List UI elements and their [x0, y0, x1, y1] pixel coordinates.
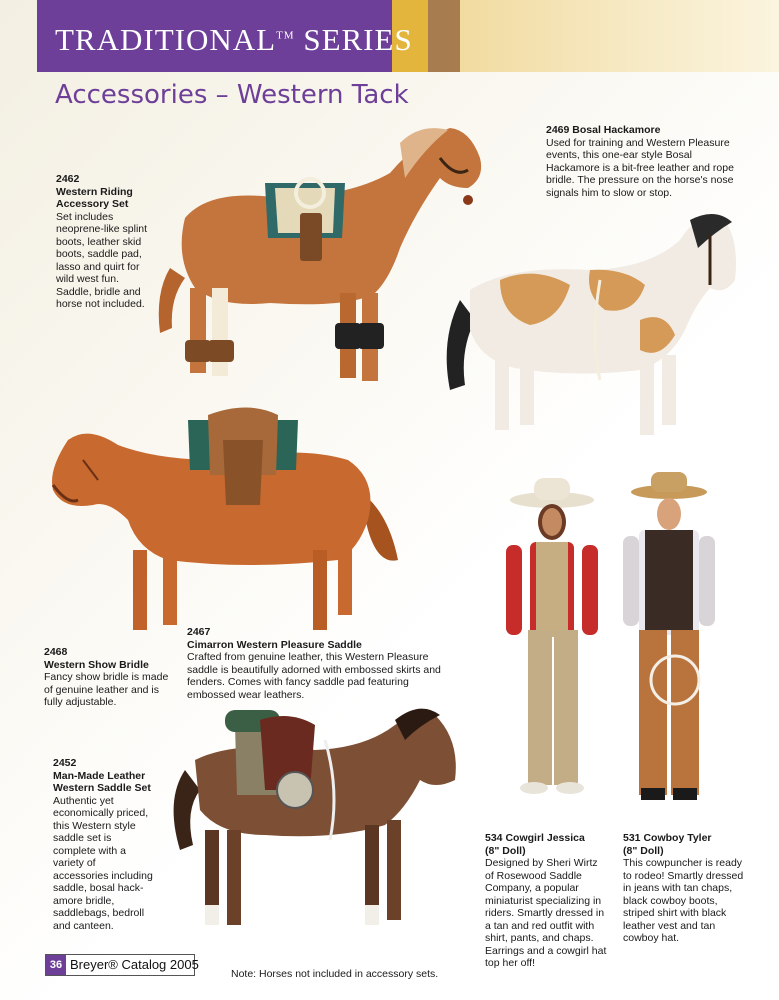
trademark: TM	[276, 29, 295, 42]
catalog-title: Breyer® Catalog 2005	[70, 957, 199, 972]
product-size: (8" Doll)	[623, 844, 664, 857]
product-531	[623, 832, 748, 945]
photo-bosal-hackamore	[440, 210, 740, 450]
product-number: 2469	[546, 124, 570, 136]
product-description: Used for training and Western Pleasure events, this one-ear style Bosal Hackamore is a bit-free leather and rope bridle. The pressure on the horse's nose signals him to slow or stop.	[546, 136, 734, 199]
product-name: Western Riding Accessory Set	[56, 185, 133, 210]
product-number: 534	[485, 832, 503, 844]
product-number: 2467	[187, 626, 211, 638]
product-name: Cowboy Tyler	[643, 832, 712, 844]
product-name: Cowgirl Jessica	[505, 832, 585, 844]
footer-catalog-box	[45, 954, 199, 976]
product-description: Fancy show bridle is made of genuine leather and is fully adjustable.	[44, 671, 169, 708]
product-description: Authentic yet economically priced, this Western style saddle set is complete with a variety of accessories including saddle, bosal hack-amore bridle, saddlebags, bedroll and canteen.	[53, 794, 153, 932]
product-2468	[44, 646, 176, 709]
product-size: (8" Doll)	[485, 844, 526, 857]
product-2467	[187, 626, 457, 701]
product-2462	[56, 173, 156, 311]
product-name: Man-Made Leather Western Saddle Set	[53, 769, 151, 794]
product-number: 2468	[44, 646, 68, 658]
photo-cowgirl-jessica	[490, 470, 615, 800]
product-name: Cimarron Western Pleasure Saddle	[187, 638, 362, 651]
product-2452	[53, 757, 153, 932]
header-cream-fade	[460, 0, 779, 72]
page-heading: Accessories – Western Tack	[55, 80, 409, 110]
product-number: 2462	[56, 173, 80, 185]
photo-western-riding-accessory-set	[150, 118, 490, 393]
header-band	[0, 0, 779, 72]
photo-man-made-saddle-set	[165, 700, 465, 940]
page-number: 36	[46, 955, 66, 975]
product-description: Designed by Sheri Wirtz of Rosewood Saddle Company, a popular miniaturist specializing in riders. Smartly dressed in a tan and red outfit with shirt, pants, and chaps. Earrings and a cowgirl hat top her off!	[485, 857, 607, 969]
product-534	[485, 832, 607, 970]
product-description: Set includes neoprene-like splint boots, leather skid boots, saddle pad, lasso and quirt for wild west fun. Saddle, bridle and horse not included.	[56, 210, 148, 310]
product-name: Western Show Bridle	[44, 658, 149, 671]
series-title: TRADITIONAL™ SERIES	[55, 22, 413, 57]
product-number: 531	[623, 832, 641, 844]
photo-cimarron-saddle	[48, 400, 418, 635]
product-description: Crafted from genuine leather, this Western Pleasure saddle is beautifully adorned with embossed skirts and fenders. Comes with fancy saddle pad featuring embossed wear leathers.	[187, 651, 441, 701]
photo-cowboy-tyler	[605, 470, 735, 805]
product-name: Bosal Hackamore	[572, 124, 661, 136]
header-brown-stripe	[428, 0, 460, 72]
footer-note: Note: Horses not included in accessory sets.	[231, 968, 439, 980]
product-2469	[546, 124, 741, 199]
product-description: This cowpuncher is ready to rodeo! Smartly dressed in jeans with tan chaps, black cowboy boots, striped shirt with black leather vest and tan cowboy hat.	[623, 857, 744, 944]
product-number: 2452	[53, 757, 77, 769]
